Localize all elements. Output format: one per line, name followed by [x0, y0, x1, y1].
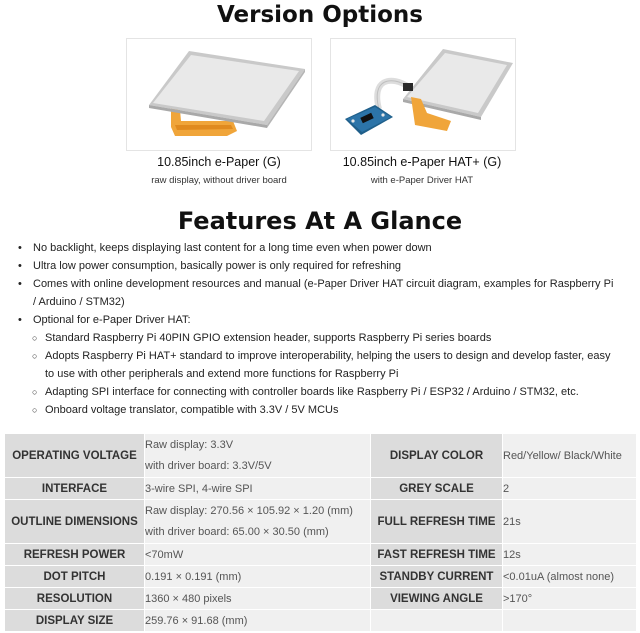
version-options-title: Version Options [216, 2, 423, 28]
feature-subitem [32, 330, 612, 348]
spec-label: DISPLAY SIZE [5, 610, 145, 632]
card-raw-subtitle: raw display, without driver board [151, 175, 287, 186]
feature-item [18, 258, 618, 276]
spec-label: RESOLUTION [5, 588, 145, 610]
feature-text: No backlight, keeps displaying last content for a long time even when power down [33, 242, 432, 254]
table-row [5, 478, 637, 500]
spec-label: OUTLINE DIMENSIONS [5, 500, 145, 544]
card-hat-title: 10.85inch e-Paper HAT+ (G) [342, 155, 502, 169]
table-row [5, 566, 637, 588]
bullet-icon: • [18, 314, 22, 326]
spec-label: GREY SCALE [371, 478, 503, 500]
spec-value: 2 [503, 478, 637, 500]
empty-cell [503, 610, 637, 632]
spec-label: OPERATING VOLTAGE [5, 434, 145, 478]
empty-cell [371, 610, 503, 632]
spec-value: <70mW [145, 544, 371, 566]
spec-value: 0.191 × 0.191 (mm) [145, 566, 371, 588]
feature-item [18, 276, 618, 311]
feature-text: Standard Raspberry Pi 40PIN GPIO extension header, supports Raspberry Pi series boards [45, 332, 492, 344]
feature-subitem [32, 348, 612, 383]
feature-text: Adopts Raspberry Pi HAT+ standard to improve interoperability, helping the users to design and develop faster, easy to use with other peripherals and extend more functions for Raspberry Pi [45, 350, 611, 380]
circle-bullet-icon: ○ [32, 351, 38, 361]
feature-item [18, 312, 618, 330]
spec-value: <0.01uA (almost none) [503, 566, 637, 588]
table-row [5, 610, 637, 632]
feature-text: Adapting SPI interface for connecting with controller boards like Raspberry Pi / ESP32 / Arduino / STM32, etc. [45, 386, 579, 398]
spec-label: DOT PITCH [5, 566, 145, 588]
spec-label: REFRESH POWER [5, 544, 145, 566]
spec-value: 12s [503, 544, 637, 566]
circle-bullet-icon: ○ [32, 405, 38, 415]
circle-bullet-icon: ○ [32, 387, 38, 397]
spec-value-line: Raw display: 270.56 × 105.92 × 1.20 (mm) [145, 504, 353, 517]
table-row [5, 500, 637, 544]
card-raw-title: 10.85inch e-Paper (G) [157, 155, 281, 169]
spec-label: STANDBY CURRENT [371, 566, 503, 588]
spec-value: 1360 × 480 pixels [145, 588, 371, 610]
spec-label: FULL REFRESH TIME [371, 500, 503, 544]
circle-bullet-icon: ○ [32, 333, 38, 343]
bullet-icon: • [18, 260, 22, 272]
spec-value: 259.76 × 91.68 (mm) [145, 610, 371, 632]
spec-value: 3-wire SPI, 4-wire SPI [145, 478, 371, 500]
feature-subitem [32, 402, 612, 420]
spec-value: Red/Yellow/ Black/White [503, 434, 637, 478]
product-card-hat-version[interactable] [330, 38, 516, 151]
spec-value: 21s [503, 500, 637, 544]
spec-label: INTERFACE [5, 478, 145, 500]
feature-text: Comes with online development resources and manual (e-Paper Driver HAT circuit diagram, examples for Raspberry Pi / Arduino / STM32) [33, 278, 614, 308]
spec-value-line: with driver board: 3.3V/5V [145, 459, 272, 472]
epaper-hat-with-driver-board-image [331, 39, 516, 151]
specifications-table [4, 433, 637, 632]
feature-text: Ultra low power consumption, basically power is only required for refreshing [33, 260, 402, 272]
table-row [5, 434, 637, 478]
feature-text: Onboard voltage translator, compatible with 3.3V / 5V MCUs [45, 404, 339, 416]
table-row [5, 544, 637, 566]
spec-label: VIEWING ANGLE [371, 588, 503, 610]
feature-subitem [32, 384, 612, 402]
epaper-raw-display-image [127, 39, 312, 151]
bullet-icon: • [18, 278, 22, 290]
spec-value-line: Raw display: 3.3V [145, 438, 234, 451]
spec-value-line: with driver board: 65.00 × 30.50 (mm) [145, 525, 329, 538]
spec-value [145, 434, 371, 478]
features-title: Features At A Glance [177, 207, 463, 235]
spec-value: >170° [503, 588, 637, 610]
card-hat-subtitle: with e-Paper Driver HAT [370, 175, 474, 186]
feature-text: Optional for e-Paper Driver HAT: [33, 314, 191, 326]
table-row [5, 588, 637, 610]
product-card-raw-display[interactable] [126, 38, 312, 151]
spec-label: FAST REFRESH TIME [371, 544, 503, 566]
spec-value [145, 500, 371, 544]
bullet-icon: • [18, 242, 22, 254]
feature-item [18, 240, 618, 258]
spec-label: DISPLAY COLOR [371, 434, 503, 478]
